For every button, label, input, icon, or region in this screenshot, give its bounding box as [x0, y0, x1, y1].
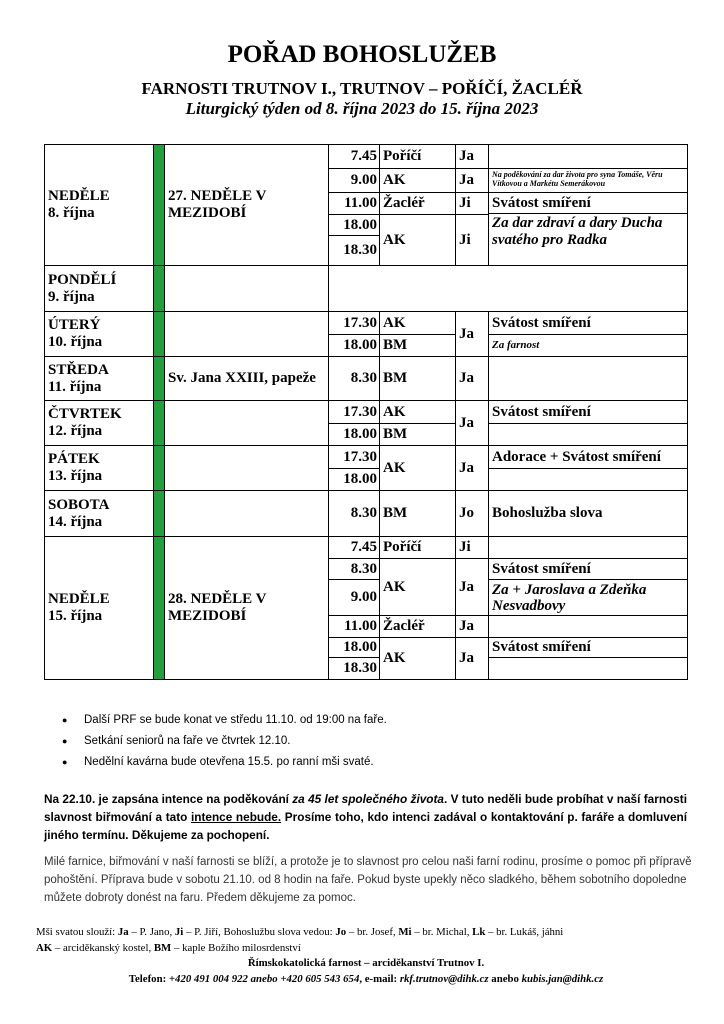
time-cell: 17.30: [329, 446, 380, 469]
liturgical-color-bar: [154, 537, 165, 680]
day-cell: PÁTEK 13. října: [45, 446, 154, 491]
place-cell: BM: [380, 491, 456, 537]
liturgy-of-word-note: Bohoslužba slova: [489, 491, 688, 537]
time-cell: 9.00: [329, 169, 380, 193]
place-cell: AK: [380, 446, 456, 491]
time-cell: 8.30: [329, 357, 380, 401]
note-cell: [489, 357, 688, 401]
place-cell: Žacléř: [380, 193, 456, 215]
notice-text: Prosíme toho, kdo intenci zadával o kontaktování p. faráře a domluvení jiného termínu. Děkujeme za pochopení.: [44, 810, 687, 842]
day-cell: STŘEDA 11. října: [45, 357, 154, 401]
notice-emphasis: za 45 let společného života: [292, 792, 444, 806]
mass-intention: Za + Jaroslava a Zdeňka Nesvadbovy: [489, 580, 688, 616]
day-cell: ÚTERÝ 10. října: [45, 312, 154, 357]
priest-cell: Ja: [456, 616, 489, 638]
time-cell: 18.30: [329, 236, 380, 266]
confession-note: Svátost smíření: [489, 559, 688, 580]
priest-cell: Ja: [456, 357, 489, 401]
liturgical-color-bar: [154, 446, 165, 491]
time-cell: 7.45: [329, 145, 380, 169]
announcements-list: [62, 710, 387, 773]
place-cell: AK: [380, 215, 456, 266]
time-cell: 18.00: [329, 215, 380, 236]
priest-cell: Ja: [456, 312, 489, 357]
legend: Mši svatou slouží: Ja – P. Jano, Ji – P. Jiří, Bohoslužbu slova vedou: Jo – br. Josef, Mi – br. Michal, Lk – br. Lukáš, jáhni AK – arciděkanský kostel, BM – kaple Božího milosrdenství: [36, 926, 564, 954]
place-cell: AK: [380, 312, 456, 335]
feast-cell: [165, 491, 329, 537]
note-cell: [489, 616, 688, 638]
table-row: [45, 491, 688, 537]
feast-cell: Sv. Jana XXIII, papeže: [165, 357, 329, 401]
place-cell: Žacléř: [380, 616, 456, 638]
time-cell: 11.00: [329, 193, 380, 215]
priest-cell: Ji: [456, 215, 489, 266]
place-cell: AK: [380, 559, 456, 616]
time-cell: 18.00: [329, 638, 380, 658]
time-cell: 7.45: [329, 537, 380, 559]
place-cell: BM: [380, 357, 456, 401]
table-row: [45, 357, 688, 401]
priest-cell: Ji: [456, 193, 489, 215]
priest-cell: Ja: [456, 638, 489, 680]
place-cell: Poříčí: [380, 537, 456, 559]
page-title: POŘAD BOHOSLUŽEB: [227, 41, 497, 68]
place-cell: AK: [380, 169, 456, 193]
day-cell: SOBOTA 14. října: [45, 491, 154, 537]
feast-cell: [165, 312, 329, 357]
table-row: [45, 145, 688, 169]
day-cell: NEDĚLE 8. října: [45, 145, 154, 266]
day-cell: PONDĚLÍ 9. října: [45, 266, 154, 312]
time-cell: 8.30: [329, 491, 380, 537]
list-item: ● Setkání seniorů na faře ve čtvrtek 12.10.: [62, 731, 387, 752]
mass-intention: Za farnost: [489, 335, 688, 357]
adoration-note: Adorace + Svátost smíření: [489, 446, 688, 469]
table-row: [45, 401, 688, 424]
parish-name: Římskokatolická farnost – arciděkanství Trutnov I.: [247, 957, 485, 969]
note-cell: [489, 193, 688, 266]
confession-note: Svátost smíření: [489, 638, 688, 658]
confession-note: Svátost smíření: [489, 193, 687, 214]
table-row: [45, 266, 688, 312]
priest-cell: Jo: [456, 491, 489, 537]
confession-note: Svátost smíření: [489, 401, 688, 424]
table-row: [45, 537, 688, 559]
time-cell: 8.30: [329, 559, 380, 580]
note-cell: [489, 537, 688, 559]
note-cell: [489, 145, 688, 169]
place-cell: BM: [380, 424, 456, 446]
service-schedule-table: [44, 144, 688, 680]
mass-intention: Za dar zdraví a dary Ducha svatého pro Radka: [492, 215, 663, 248]
priest-cell: Ja: [456, 446, 489, 491]
feast-cell: 27. NEDĚLE V MEZIDOBÍ: [165, 145, 329, 266]
liturgical-color-bar: [154, 401, 165, 446]
liturgical-color-bar: [154, 357, 165, 401]
mass-intention: Na poděkování za dar života pro syna Tomáše, Věru Vítkovou a Markétu Semerákovou: [489, 169, 688, 193]
time-cell: 18.30: [329, 658, 380, 680]
liturgical-color-bar: [154, 145, 165, 266]
day-cell: NEDĚLE 15. října: [45, 537, 154, 680]
table-row: [45, 312, 688, 335]
parish-subtitle: FARNOSTI TRUTNOV I., TRUTNOV – POŘÍČÍ, ŽACLÉŘ: [141, 79, 583, 98]
liturgical-color-bar: [154, 491, 165, 537]
note-cell: [489, 469, 688, 491]
time-cell: 11.00: [329, 616, 380, 638]
note-cell: [489, 424, 688, 446]
time-cell: 18.00: [329, 335, 380, 357]
feast-cell: [165, 401, 329, 446]
notice-text: Na 22.10. je zapsána intence na poděkování: [44, 792, 293, 806]
feast-cell: [165, 266, 329, 312]
priest-cell: Ja: [456, 559, 489, 616]
time-cell: 17.30: [329, 312, 380, 335]
priest-cell: Ja: [456, 401, 489, 446]
footer: [36, 925, 696, 987]
notice-underlined: intence nebude.: [190, 810, 282, 824]
feast-cell: 28. NEDĚLE V MEZIDOBÍ: [165, 537, 329, 680]
time-cell: 9.00: [329, 580, 380, 616]
place-cell: Poříčí: [380, 145, 456, 169]
liturgical-color-bar: [154, 312, 165, 357]
day-cell: ČTVRTEK 12. října: [45, 401, 154, 446]
list-item: ● Nedělní kavárna bude otevřena 15.5. po ranní mši svaté.: [62, 752, 387, 773]
place-cell: BM: [380, 335, 456, 357]
contact-line: Telefon: +420 491 004 922 anebo +420 605 543 654, e-mail: rkf.trutnov@dihk.cz anebo kubis.jan@dihk.cz: [128, 972, 604, 985]
place-cell: AK: [380, 401, 456, 424]
time-cell: 18.00: [329, 469, 380, 491]
confirmation-note: Milé farnice, biřmování v naší farnosti se blíží, a protože je to slavnost pro celou naši farní rodinu, prosíme o pomoc při přípravě pohoštění. Příprava bude v sobotu 21.10. od 8 hodin na faře. Pokud byste upekly něco sladkého, během sobotního dopoledne můžete dobroty donést na faru. Předem děkujeme za pomoc.: [44, 856, 692, 904]
place-cell: AK: [380, 638, 456, 680]
liturgical-color-bar: [154, 266, 165, 312]
priest-cell: Ja: [456, 169, 489, 193]
confession-note: Svátost smíření: [489, 312, 688, 335]
time-cell: 18.00: [329, 424, 380, 446]
priest-cell: Ja: [456, 145, 489, 169]
note-cell: [489, 658, 688, 680]
feast-cell: [165, 446, 329, 491]
notice-text: . V tuto neděli bude probíhat v naší farnosti slavnost biřmování a tato: [44, 792, 687, 824]
time-cell: 17.30: [329, 401, 380, 424]
liturgical-week: Liturgický týden od 8. října 2023 do 15. října 2023: [185, 99, 539, 118]
intention-notice: [44, 790, 687, 844]
priest-cell: Ji: [456, 537, 489, 559]
empty-cell: [329, 266, 688, 312]
table-row: [45, 446, 688, 469]
list-item: ● Další PRF se bude konat ve středu 11.10. od 19:00 na faře.: [62, 710, 387, 731]
